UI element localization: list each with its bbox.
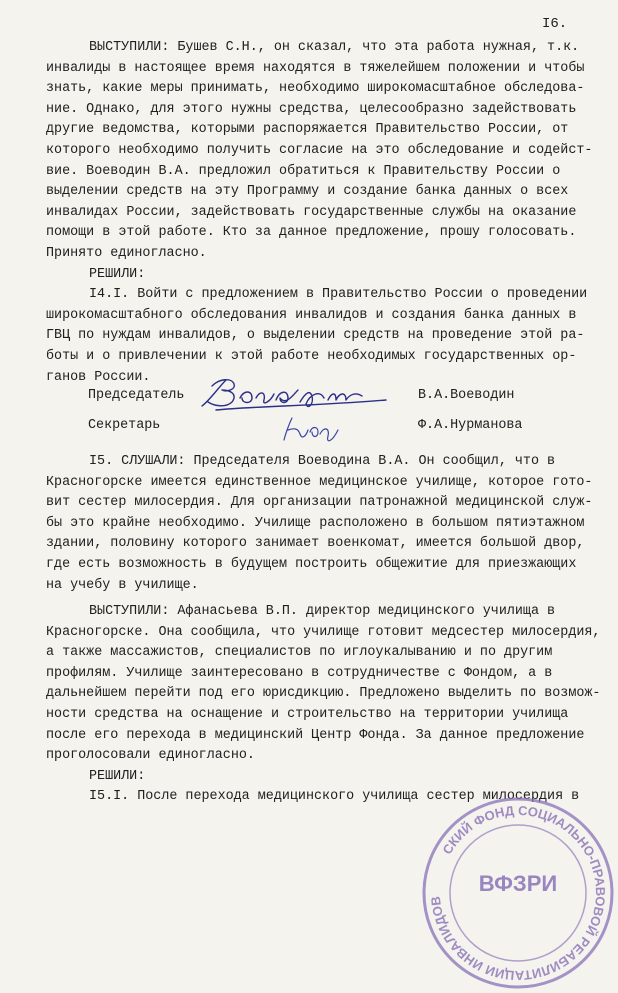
svg-text:СКИЙ ФОНД СОЦИАЛЬНО-ПРАВОВОЙ Р: СКИЙ ФОНД СОЦИАЛЬНО-ПРАВОВОЙ РЕАБИЛИТАЦИИ ИНВАЛИДОВ [427,802,609,984]
text-line: инвалиды в настоящее время находятся в тяжелейшем положении и чтобы [46,60,585,76]
resolved-heading: РЕШИЛИ: [89,768,146,784]
text-line: ности средства на оснащение и строительство на территории училища [46,706,569,722]
text-line: после его перехода в медицинский Центр Фонда. За данное предложение [46,727,585,743]
text-line: I4.I. Войти с предложением в Правительство России о проведении [89,287,588,303]
text-line: на учебу в училище. [46,577,199,593]
chair-handwritten-signature [196,376,396,414]
text-line: боты и о привлечении к этой работе необходимых государственных ор- [46,348,577,364]
text-line: где есть возможность в будущем построить общежитие для приезжающих [46,556,577,572]
text-line: Красногорске имеется единственное медицинское училище, которое гото- [46,474,593,490]
paragraph-heard-15 [46,452,593,596]
text-line: знать, какие меры принимать, необходимо широкомасштабное обследова- [46,81,585,97]
text-line: широкомасштабного обследования инвалидов и создания банка данных в [46,307,577,323]
text-line: Красногорске. Она сообщила, что училище готовит медсестер милосердия, [46,624,601,640]
text-line: инвалидах России, задействовать государственные службы на оказание [46,204,577,220]
text-line: проголосовали единогласно. [46,748,255,764]
text-line: выделении средств на эту Программу и создание банка данных о всех [46,184,569,200]
text-line: ВЫСТУПИЛИ: Афанасьева В.П. директор медицинского училища в [89,604,556,619]
secretary-name: Ф.А.Нурманова [418,418,523,433]
text-line: I5. СЛУШАЛИ: Председателя Воеводина В.А. Он сообщил, что в [89,454,556,469]
text-line: ганов России. [46,369,151,385]
text-line: вие. Воеводин В.А. предложил обратиться к Правительству России о [46,163,561,179]
paragraph-speakers-1 [46,38,593,388]
page-number: I6. [542,16,568,32]
chair-role: Председатель [88,388,185,403]
text-line: помощи в этой работе. Кто за данное предложение, прошу голосовать. [46,225,577,241]
text-line: ВЫСТУПИЛИ: Бушев С.Н., он сказал, что эта работа нужная, т.к. [89,40,580,55]
text-line: Принято единогласно. [46,245,207,261]
text-line: бы это крайне необходимо. Училище расположено в большом пятиэтажном [46,515,585,531]
text-line: другие ведомства, которыми распоряжается Правительство России, от [46,122,569,138]
text-line: здании, половину которого занимает военкомат, имеется большой двор, [46,536,585,552]
paragraph-speakers-2 [46,602,601,808]
secretary-role: Секретарь [88,418,161,433]
svg-text:ВФЗРИ: ВФЗРИ [478,871,558,896]
secretary-handwritten-signature [278,414,348,446]
chair-name: В.А.Воеводин [418,388,515,403]
organization-seal [418,793,618,993]
text-line: I5.I. После перехода медицинского училища сестер милосердия в [89,789,580,805]
text-line: дальнейшем перейти под его юрисдикцию. Предложено выделить по возмож- [46,686,601,702]
text-line: ГВЦ по нуждам инвалидов, о выделении средств на проведение этой ра- [46,328,585,344]
text-line: вит сестер милосердия. Для организации патронажной медицинской служ- [46,495,593,511]
text-line: ние. Однако, для этого нужны средства, целесообразно задействовать [46,101,577,117]
text-line: а также массажистов, специалистов по иглоукалыванию и по другим [46,645,553,661]
resolved-heading: РЕШИЛИ: [89,266,146,282]
text-line: профилям. Училище заинтересовано в сотрудничестве с Фондом, а в [46,665,553,681]
text-line: которого необходимо получить согласие на это обследование и содейст- [46,142,593,158]
